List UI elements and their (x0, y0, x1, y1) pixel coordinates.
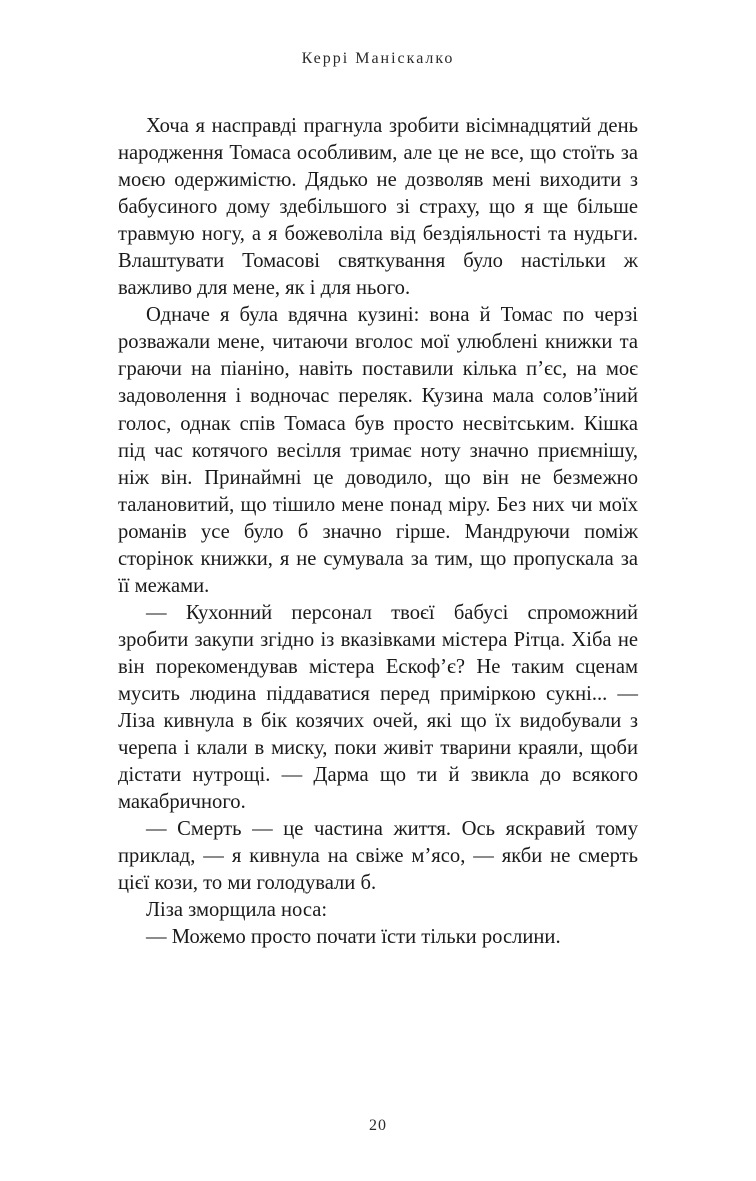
body-text (118, 113, 638, 951)
paragraph: Хоча я насправді прагнула зробити вісімнадцятий день народження Томаса особливим, але це не все, що стоїть за моєю одержимістю. Дядько не дозволяв мені виходити з бабусиного дому здебільшого зі страху, що я ще більше травмую ногу, а я божеволіла від бездіяльності та нудьги. Влаштувати Томасові святкування було настільки ж важливо для мене, як і для нього. (118, 115, 638, 300)
paragraph: — Смерть — це частина життя. Ось яскравий тому приклад, — я кивнула на свіже м’ясо, — якби не смерть цієї кози, то ми голодували б. (118, 818, 638, 895)
paragraph: Ліза зморщила носа: (146, 899, 328, 922)
running-head: Керрі Маніскалко (301, 50, 455, 67)
page-number: 20 (369, 1117, 387, 1134)
paragraph: — Кухонний персонал твоєї бабусі спроможний зробити закупи згідно із вказівками містера Рітца. Хіба не він порекомендував містера Ескоф’є? Не таким сценам мусить людина піддаватися перед приміркою сукні... — Ліза кивнула в бік козячих очей, які що їх видобували з черепа і клали в миску, поки живіт тварини краяли, щоби дістати нутрощі. — Дарма що ти й звикла до всякого макабричного. (118, 601, 638, 814)
paragraph: Одначе я була вдячна кузині: вона й Томас по черзі розважали мене, читаючи вголос мої улюблені книжки та граючи на піаніно, навіть поставили кілька п’єс, на моє задоволення і водночас переляк. Кузина мала солов’їний голос, однак спів Томаса був просто несвітським. Кішка під час котячого весілля тримає ноту значно приємнішу, ніж він. Принаймні це доводило, що він не безмежно талановитий, що тішило мене понад міру. Без них чи моїх романів усе було б значно гірше. Мандруючи поміж сторінок книжки, я не сумувала за тим, що пропускала за її межами. (118, 304, 638, 597)
paragraph: — Можемо просто почати їсти тільки рослини. (146, 926, 561, 949)
